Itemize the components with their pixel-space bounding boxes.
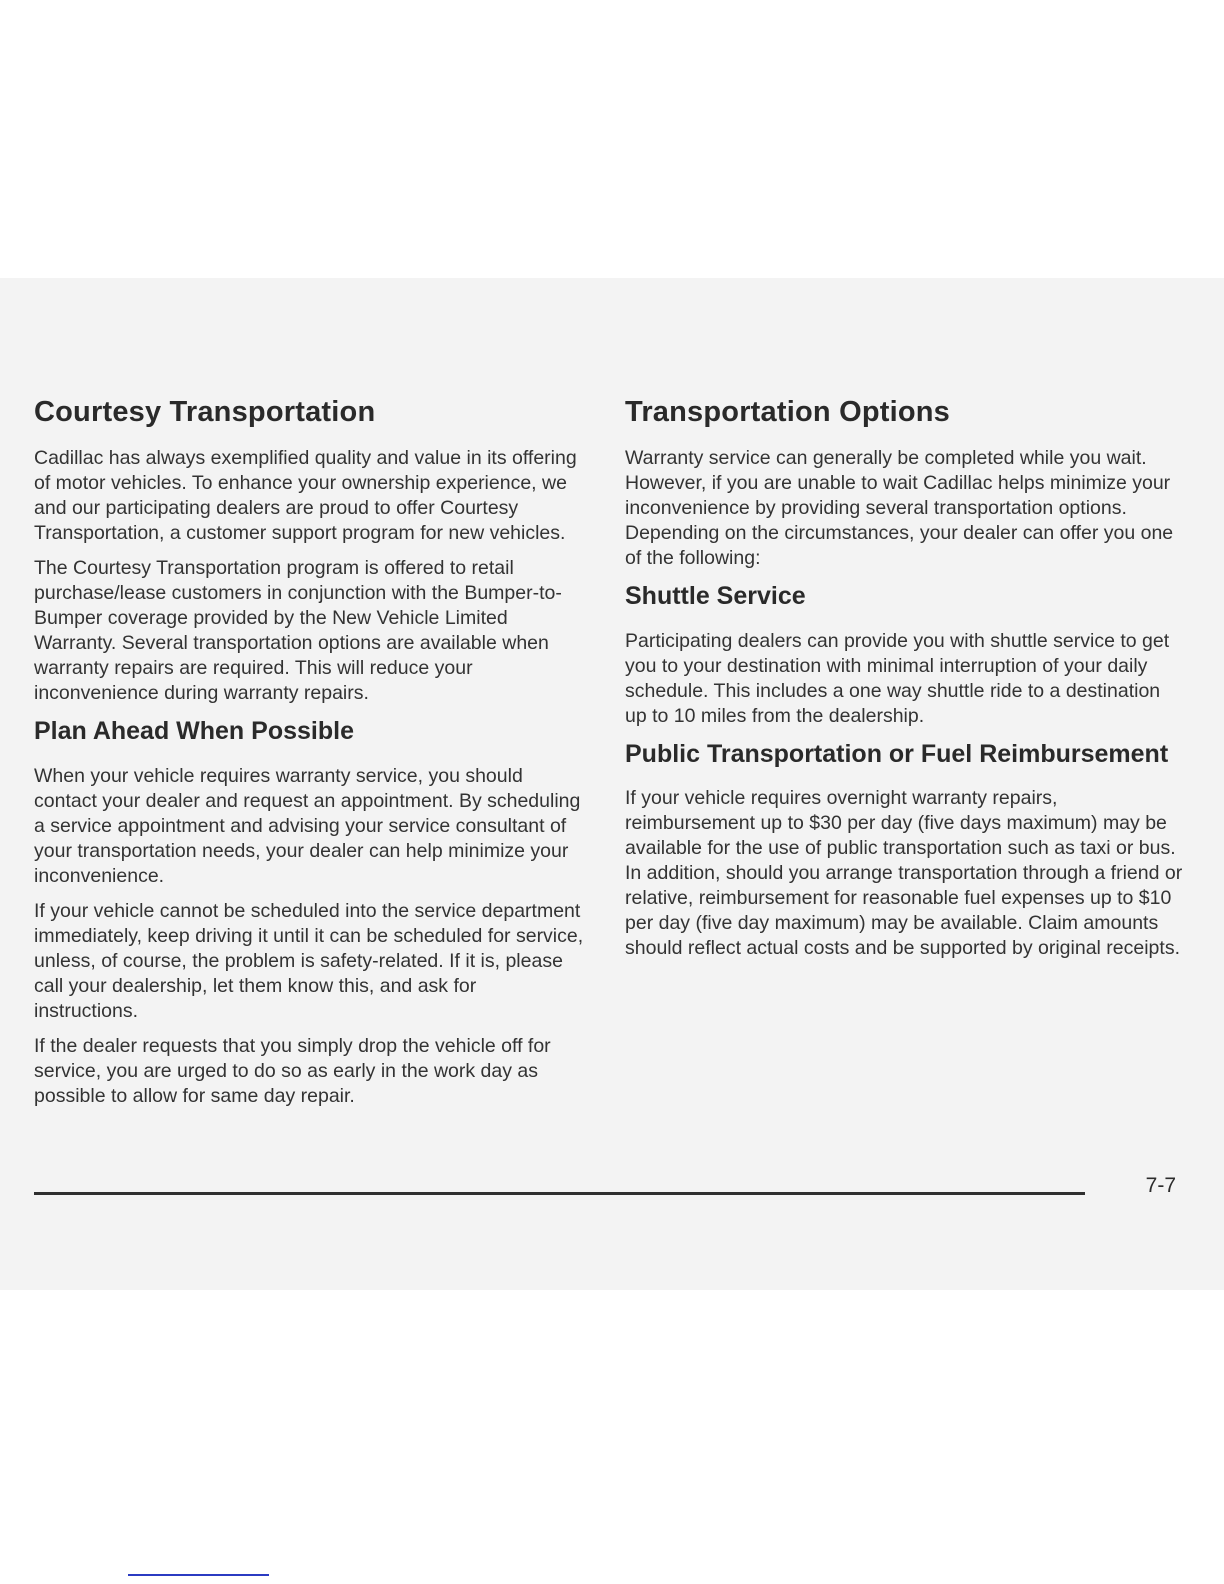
manual-page bbox=[0, 278, 1224, 1290]
plan-ahead-paragraph-3: If the dealer requests that you simply drop the vehicle off for service, you are urged to do so as early in the work day as possible to allow for same day repair. bbox=[34, 1034, 551, 1107]
public-transportation-heading: Public Transportation or Fuel Reimbursement bbox=[625, 739, 1169, 768]
bottom-rule bbox=[34, 1192, 1085, 1195]
public-transportation-paragraph: If your vehicle requires overnight warranty repairs, reimbursement up to $30 per day (five days maximum) may be available for the use of public transportation such as taxi or bus. In addition, should you arrange transportation through a friend or relative, reimbursement for reasonable fuel expenses up to $10 per day (five day maximum) may be available. Claim amounts should reflect actual costs and be supported by original receipts. bbox=[625, 786, 1183, 959]
shuttle-service-paragraph: Participating dealers can provide you with shuttle service to get you to your destination with minimal interruption of your daily schedule. This includes a one way shuttle ride to a destination up to 10 miles from the dealership. bbox=[625, 629, 1170, 727]
shuttle-service-heading: Shuttle Service bbox=[625, 582, 806, 611]
transportation-options-paragraph: Warranty service can generally be completed while you wait. However, if you are unable to wait Cadillac helps minimize your inconvenience by providing several transportation options. Depending on the circumstances, your dealer can offer you one of the following: bbox=[625, 447, 1174, 570]
plan-ahead-paragraph-2: If your vehicle cannot be scheduled into the service department immediately, keep driving it until it can be scheduled for service, unless, of course, the problem is safety-related. If it is, please call your dealership, let them know this, and ask for instructions. bbox=[34, 899, 584, 1022]
left-column bbox=[34, 396, 584, 1119]
plan-ahead-paragraph-1: When your vehicle requires warranty service, you should contact your dealer and request an appointment. By scheduling a service appointment and advising your service consultant of your transportation needs, your dealer can help minimize your inconvenience. bbox=[34, 764, 581, 887]
courtesy-transportation-heading: Courtesy Transportation bbox=[34, 396, 376, 428]
courtesy-paragraph-1: Cadillac has always exemplified quality and value in its offering of motor vehicles. To enhance your ownership experience, we and our participating dealers are proud to offer Courtesy Transportation, a customer support program for new vehicles. bbox=[34, 447, 577, 545]
courtesy-paragraph-2: The Courtesy Transportation program is offered to retail purchase/lease customers in conjunction with the Bumper-to-Bumper coverage provided by the New Vehicle Limited Warranty. Several transportation options are available when warranty repairs are required. This will reduce your inconvenience during warranty repairs. bbox=[34, 557, 562, 705]
footer-link-underline bbox=[128, 1574, 269, 1576]
transportation-options-heading: Transportation Options bbox=[625, 396, 951, 428]
right-column bbox=[625, 396, 1185, 971]
page-number: 7-7 bbox=[1145, 1174, 1176, 1197]
plan-ahead-heading: Plan Ahead When Possible bbox=[34, 717, 354, 746]
